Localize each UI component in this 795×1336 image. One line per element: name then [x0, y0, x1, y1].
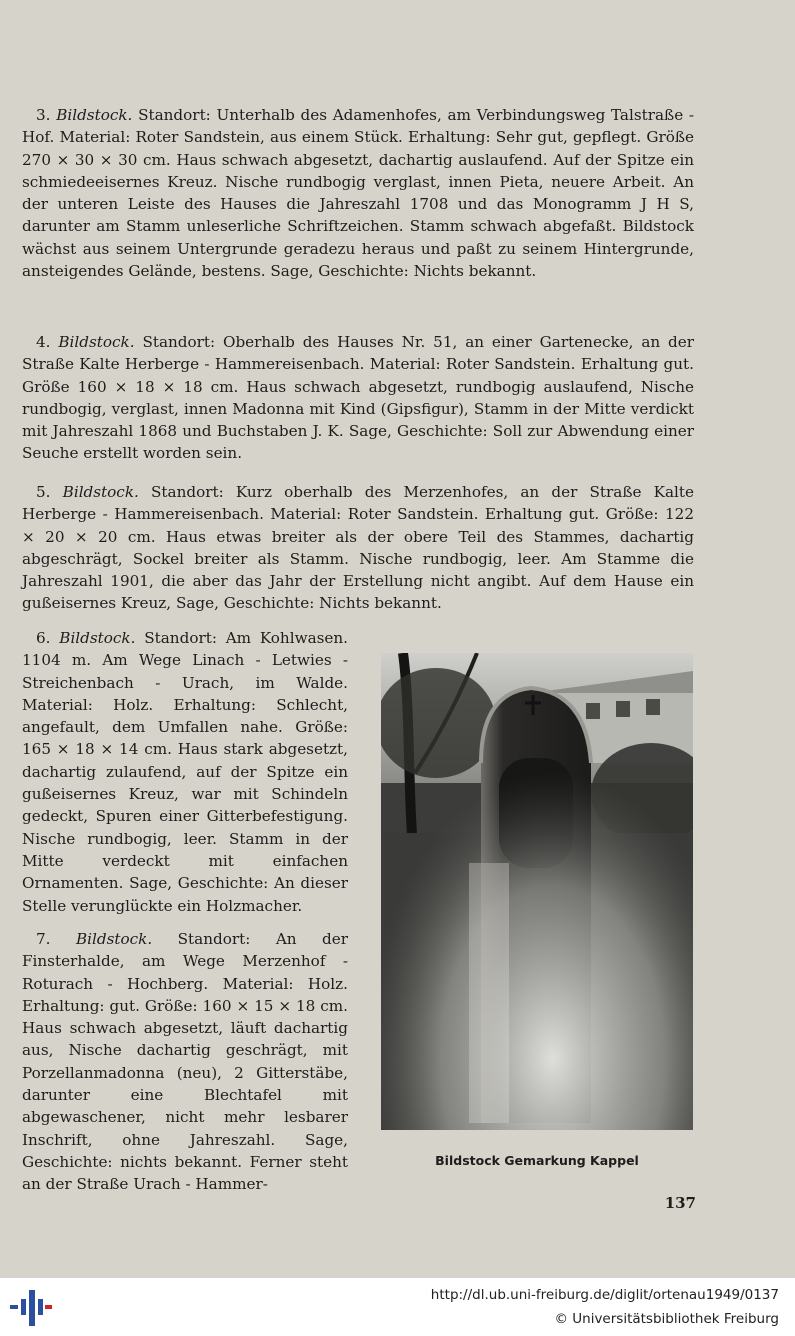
entry-text: Standort: Oberhalb des Hauses Nr. 51, an einer Gartenecke, an der Straße Kalte Herberge - Hammereisenbach. Material: Roter Sandstein. Erhaltung gut. Größe 160 ⨯ 18 ⨯ 18 cm. Haus schwach abgesetzt, rundbogig auslaufend, Nische rundbogig, verglast, innen Madonna mit Kind (Gipsfigur), Stamm in der Mitte verdickt mit Jahreszahl 1868 und Buchstaben J. K. Sage, Geschichte: Soll zur Abwendung einer Seuche erstellt worden sein. — [22, 333, 695, 463]
entry-3 — [22, 104, 694, 282]
ub-freiburg-logo-icon — [10, 1288, 52, 1328]
entry-text: Standort: Kurz oberhalb des Merzenhofes, an der Straße Kalte Herberge - Hammereisenbach. Material: Roter Sandstein. Erhaltung gut. Größe: 122 ⨯ 20 ⨯ 20 cm. Haus etwas breiter als der obere Teil des Stammes, dachartig abgeschrägt, Sockel breiter als Stamm. Nische rundbogig, leer. Am Stamme die Jahreszahl 1901, die aber das Jahr der Erstellung nicht angibt. Auf dem Hause ein gußeisernes Kreuz, Sage, Geschichte: Nichts bekannt. — [22, 483, 694, 613]
entry-name: Bildstock. — [56, 106, 133, 124]
entry-number: 7. — [36, 930, 51, 948]
entry-number: 5. — [36, 483, 51, 501]
entry-name: Bildstock. — [75, 930, 153, 948]
entry-text: Standort: Unterhalb des Adamenhofes, am Verbindungsweg Talstraße - Hof. Material: Roter Sandstein, aus einem Stück. Erhaltung: Sehr gut, gepflegt. Größe 270 ⨯ 30 ⨯ 30 cm. Haus schwach abgesetzt, dachartig auslaufend. Auf der Spitze ein schmiedeeisernes Kreuz. Nische rundbogig verglast, innen Pieta, neuere Arbeit. An der unteren Leiste des Hauses die Jahreszahl 1708 und das Monogramm J H S, darunter am Stamm unleserliche Schriftzeichen. Stamm schwach abgefaßt. Bildstock wächst aus seinem Untergrunde geradezu heraus und paßt zu seinem Hintergrunde, ansteigendes Gelände, bestens. Sage, Geschichte: Nichts bekannt. — [22, 106, 695, 281]
bildstock-photo — [381, 653, 693, 1130]
entry-text: Standort: Am Kohlwasen. 1104 m. Am Wege Linach - Letwies - Streichenbach - Urach, im Walde. Material: Holz. Erhaltung: Schlecht, angefault, dem Umfallen nahe. Größe: 165 ⨯ 18 ⨯ 14 cm. Haus stark abgesetzt, dachartig zulaufend, auf der Spitze ein gußeisernes Kreuz, war mit Schindeln gedeckt, Spuren einer Gitterbefestigung. Nische rundbogig, leer. Stamm in der Mitte verdeckt mit einfachen Ornamenten. Sage, Geschichte: An dieser Stelle verunglückte ein Holzmacher. — [22, 629, 349, 915]
entry-name: Bildstock. — [59, 629, 136, 647]
source-url[interactable]: http://dl.ub.uni-freiburg.de/diglit/ortenau1949/0137 — [430, 1287, 779, 1303]
entry-text: Standort: An der Finsterhalde, am Wege Merzenhof - Roturach - Hochberg. Material: Holz. Erhaltung: gut. Größe: 160 ⨯ 15 ⨯ 18 cm. Haus schwach abgesetzt, läuft dachartig aus, Nische dachartig geschrägt, mit Porzellanmadonna (neu), 2 Gitterstäbe, darunter eine Blechtafel mit abgewaschener, nicht mehr lesbarer Inschrift, ohne Jahreszahl. Sage, Geschichte: nichts bekannt. Ferner steht an der Straße Urach - Hammer- — [22, 930, 349, 1194]
figure-caption: Bildstock Gemarkung Kappel — [435, 1153, 639, 1168]
entry-6 — [22, 627, 348, 917]
entry-number: 3. — [36, 106, 51, 124]
copyright-notice: © Universitätsbibliothek Freiburg — [554, 1311, 779, 1327]
entry-4 — [22, 331, 694, 465]
entry-number: 6. — [36, 629, 51, 647]
entry-name: Bildstock. — [58, 333, 135, 351]
entry-5 — [22, 481, 694, 615]
entry-name: Bildstock. — [62, 483, 139, 501]
footer-bar — [0, 1278, 795, 1336]
page-number: 137 — [664, 1194, 696, 1212]
entry-7 — [22, 928, 348, 1196]
photo-illustration — [381, 653, 693, 1130]
entry-number: 4. — [36, 333, 51, 351]
